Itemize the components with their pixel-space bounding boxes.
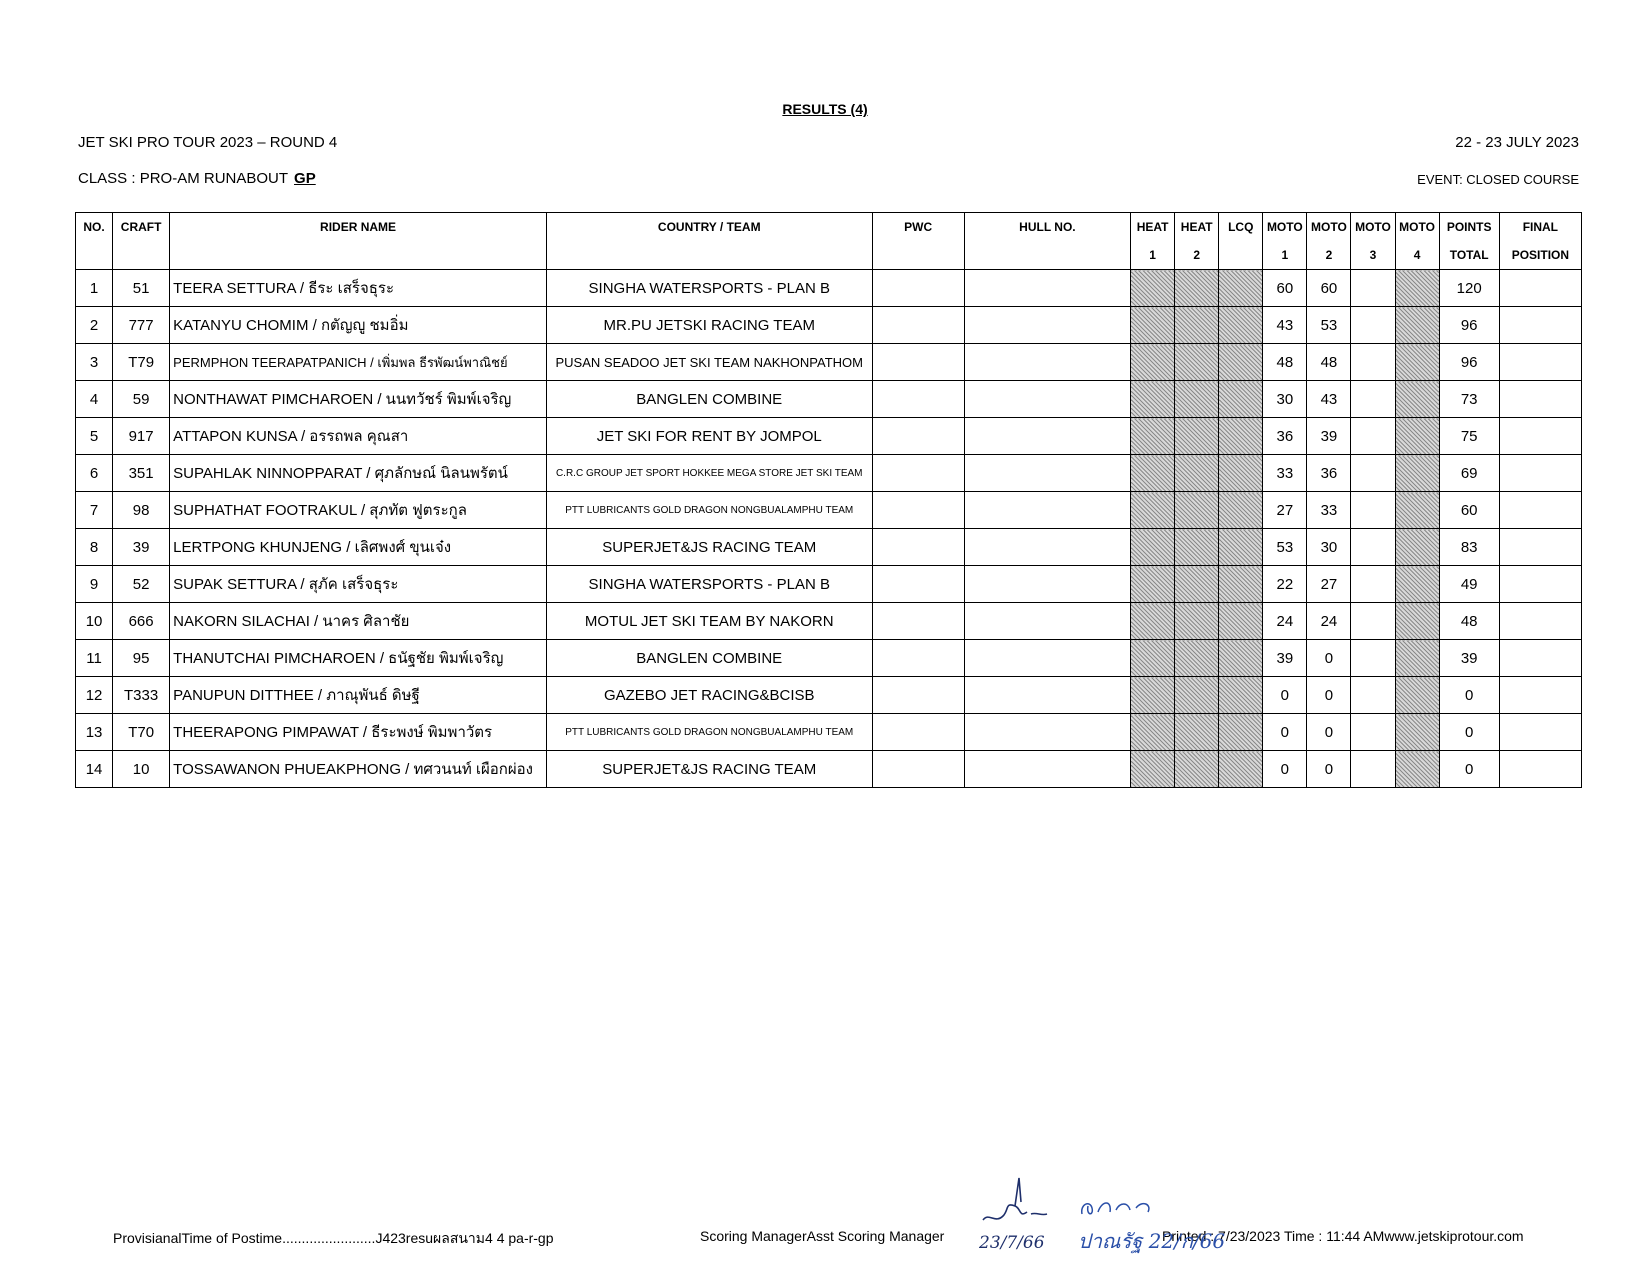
- cell-hull: [964, 751, 1130, 788]
- header-no-sub: [76, 241, 113, 270]
- cell-final: [1499, 418, 1581, 455]
- cell-final: [1499, 455, 1581, 492]
- cell-total: 0: [1439, 714, 1499, 751]
- cell-moto3: [1351, 529, 1395, 566]
- cell-final: [1499, 677, 1581, 714]
- cell-team: PTT LUBRICANTS GOLD DRAGON NONGBUALAMPHU TEAM: [546, 492, 872, 529]
- cell-moto1: 30: [1263, 381, 1307, 418]
- signature-asst-scoring-manager: [1072, 1186, 1226, 1256]
- cell-lcq: [1219, 492, 1263, 529]
- table-row: [76, 455, 1582, 492]
- cell-pwc: [872, 714, 964, 751]
- cell-moto3: [1351, 307, 1395, 344]
- header-points: POINTS: [1439, 213, 1499, 242]
- class-type: GP: [294, 170, 316, 187]
- cell-heat2: [1175, 603, 1219, 640]
- cell-heat2: [1175, 529, 1219, 566]
- table-row: [76, 344, 1582, 381]
- cell-lcq: [1219, 677, 1263, 714]
- cell-team: SINGHA WATERSPORTS - PLAN B: [546, 566, 872, 603]
- table-row: [76, 307, 1582, 344]
- cell-moto2: 27: [1307, 566, 1351, 603]
- cell-total: 96: [1439, 307, 1499, 344]
- cell-rider: SUPAHLAK NINNOPPARAT / ศุภลักษณ์ นิลนพรัตน์: [170, 455, 547, 492]
- table-row: [76, 529, 1582, 566]
- cell-moto2: 48: [1307, 344, 1351, 381]
- cell-heat1: [1131, 566, 1175, 603]
- class-line: [78, 170, 316, 187]
- cell-moto4: [1395, 714, 1439, 751]
- cell-lcq: [1219, 603, 1263, 640]
- cell-craft: 666: [113, 603, 170, 640]
- cell-total: 0: [1439, 677, 1499, 714]
- table-row: [76, 751, 1582, 788]
- cell-no: 9: [76, 566, 113, 603]
- cell-no: 12: [76, 677, 113, 714]
- cell-craft: 777: [113, 307, 170, 344]
- header-moto2: MOTO: [1307, 213, 1351, 242]
- cell-pwc: [872, 492, 964, 529]
- cell-final: [1499, 307, 1581, 344]
- cell-moto3: [1351, 603, 1395, 640]
- signature-stroke: [1082, 1203, 1149, 1214]
- cell-team: PUSAN SEADOO JET SKI TEAM NAKHONPATHOM: [546, 344, 872, 381]
- cell-no: 4: [76, 381, 113, 418]
- cell-moto1: 0: [1263, 751, 1307, 788]
- cell-heat2: [1175, 677, 1219, 714]
- cell-lcq: [1219, 455, 1263, 492]
- header-lcq: LCQ: [1219, 213, 1263, 242]
- cell-lcq: [1219, 344, 1263, 381]
- cell-heat2: [1175, 418, 1219, 455]
- cell-hull: [964, 381, 1130, 418]
- cell-moto3: [1351, 270, 1395, 307]
- cell-rider: NAKORN SILACHAI / นาคร ศิลาชัย: [170, 603, 547, 640]
- table-row: [76, 603, 1582, 640]
- cell-team: MOTUL JET SKI TEAM BY NAKORN: [546, 603, 872, 640]
- cell-moto1: 53: [1263, 529, 1307, 566]
- table-row: [76, 270, 1582, 307]
- header-rider-name: RIDER NAME: [170, 213, 547, 242]
- cell-team: PTT LUBRICANTS GOLD DRAGON NONGBUALAMPHU TEAM: [546, 714, 872, 751]
- cell-heat1: [1131, 714, 1175, 751]
- header-craft: CRAFT: [113, 213, 170, 242]
- table-row: [76, 492, 1582, 529]
- cell-rider: THEERAPONG PIMPAWAT / ธีระพงษ์ พิมพาวัตร: [170, 714, 547, 751]
- header-rider-sub: [170, 241, 547, 270]
- cell-moto2: 60: [1307, 270, 1351, 307]
- cell-heat2: [1175, 455, 1219, 492]
- cell-rider: TOSSAWANON PHUEAKPHONG / ทศวนนท์ เผือกผ่อง: [170, 751, 547, 788]
- cell-moto1: 43: [1263, 307, 1307, 344]
- cell-total: 69: [1439, 455, 1499, 492]
- header-hull-sub: [964, 241, 1130, 270]
- cell-moto1: 27: [1263, 492, 1307, 529]
- cell-heat2: [1175, 381, 1219, 418]
- cell-pwc: [872, 344, 964, 381]
- header-team-sub: [546, 241, 872, 270]
- cell-total: 73: [1439, 381, 1499, 418]
- cell-moto2: 0: [1307, 640, 1351, 677]
- cell-lcq: [1219, 381, 1263, 418]
- cell-moto4: [1395, 270, 1439, 307]
- cell-heat2: [1175, 714, 1219, 751]
- cell-lcq: [1219, 714, 1263, 751]
- page-title: RESULTS (4): [782, 101, 868, 117]
- header-moto3-number: 3: [1351, 241, 1395, 270]
- cell-craft: 98: [113, 492, 170, 529]
- cell-final: [1499, 640, 1581, 677]
- header-country-team: COUNTRY / TEAM: [546, 213, 872, 242]
- table-row: [76, 381, 1582, 418]
- cell-heat1: [1131, 529, 1175, 566]
- cell-total: 49: [1439, 566, 1499, 603]
- cell-craft: T333: [113, 677, 170, 714]
- cell-team: GAZEBO JET RACING&BCISB: [546, 677, 872, 714]
- cell-rider: NONTHAWAT PIMCHAROEN / นนทวัชร์ พิมพ์เจริญ: [170, 381, 547, 418]
- cell-craft: 95: [113, 640, 170, 677]
- cell-rider: TEERA SETTURA / ธีระ เสร็จธุระ: [170, 270, 547, 307]
- cell-moto2: 36: [1307, 455, 1351, 492]
- cell-team: BANGLEN COMBINE: [546, 640, 872, 677]
- cell-heat2: [1175, 270, 1219, 307]
- cell-team: JET SKI FOR RENT BY JOMPOL: [546, 418, 872, 455]
- cell-moto3: [1351, 344, 1395, 381]
- cell-moto3: [1351, 566, 1395, 603]
- cell-total: 48: [1439, 603, 1499, 640]
- cell-moto1: 39: [1263, 640, 1307, 677]
- header-heat2-number: 2: [1175, 241, 1219, 270]
- cell-rider: LERTPONG KHUNJENG / เลิศพงศ์ ขุนเจ๋ง: [170, 529, 547, 566]
- cell-craft: 39: [113, 529, 170, 566]
- cell-hull: [964, 603, 1130, 640]
- header-moto3: MOTO: [1351, 213, 1395, 242]
- cell-lcq: [1219, 270, 1263, 307]
- cell-moto3: [1351, 418, 1395, 455]
- header-craft-sub: [113, 241, 170, 270]
- cell-moto4: [1395, 418, 1439, 455]
- cell-moto4: [1395, 344, 1439, 381]
- cell-hull: [964, 307, 1130, 344]
- cell-moto3: [1351, 381, 1395, 418]
- signature-stroke: [983, 1178, 1047, 1220]
- cell-no: 7: [76, 492, 113, 529]
- cell-moto1: 33: [1263, 455, 1307, 492]
- cell-craft: 51: [113, 270, 170, 307]
- cell-pwc: [872, 529, 964, 566]
- cell-no: 11: [76, 640, 113, 677]
- table-row: [76, 566, 1582, 603]
- cell-no: 10: [76, 603, 113, 640]
- cell-total: 75: [1439, 418, 1499, 455]
- cell-final: [1499, 270, 1581, 307]
- cell-no: 5: [76, 418, 113, 455]
- cell-heat2: [1175, 640, 1219, 677]
- header-moto1-number: 1: [1263, 241, 1307, 270]
- cell-hull: [964, 529, 1130, 566]
- event-name: JET SKI PRO TOUR 2023 – ROUND 4: [78, 134, 338, 151]
- header-moto2-number: 2: [1307, 241, 1351, 270]
- cell-team: C.R.C GROUP JET SPORT HOKKEE MEGA STORE JET SKI TEAM: [546, 455, 872, 492]
- cell-heat1: [1131, 418, 1175, 455]
- header-points-total: TOTAL: [1439, 241, 1499, 270]
- cell-heat1: [1131, 270, 1175, 307]
- table-row: [76, 418, 1582, 455]
- cell-pwc: [872, 603, 964, 640]
- cell-moto2: 0: [1307, 677, 1351, 714]
- cell-lcq: [1219, 751, 1263, 788]
- footer-printed: Printed : 7/23/2023 Time : 11:44 AMwww.jetskiprotour.com: [1162, 1228, 1524, 1244]
- class-label: CLASS : PRO-AM RUNABOUT: [78, 170, 289, 187]
- cell-no: 3: [76, 344, 113, 381]
- table-row: [76, 677, 1582, 714]
- cell-pwc: [872, 751, 964, 788]
- cell-rider: SUPHATHAT FOOTRAKUL / สุภทัต ฟูตระกูล: [170, 492, 547, 529]
- table-row: [76, 714, 1582, 751]
- signature-date-2: ปาณรัฐ 22/ก/66: [1078, 1229, 1226, 1253]
- cell-moto4: [1395, 455, 1439, 492]
- cell-moto3: [1351, 751, 1395, 788]
- table-body: [76, 270, 1582, 788]
- cell-moto4: [1395, 492, 1439, 529]
- cell-pwc: [872, 307, 964, 344]
- signature-scoring-manager: [975, 1172, 1055, 1254]
- cell-no: 13: [76, 714, 113, 751]
- cell-lcq: [1219, 529, 1263, 566]
- cell-total: 83: [1439, 529, 1499, 566]
- cell-moto2: 53: [1307, 307, 1351, 344]
- cell-hull: [964, 492, 1130, 529]
- cell-craft: 351: [113, 455, 170, 492]
- cell-pwc: [872, 677, 964, 714]
- cell-moto1: 0: [1263, 677, 1307, 714]
- cell-final: [1499, 751, 1581, 788]
- cell-lcq: [1219, 566, 1263, 603]
- cell-no: 2: [76, 307, 113, 344]
- cell-heat2: [1175, 492, 1219, 529]
- cell-craft: 10: [113, 751, 170, 788]
- cell-pwc: [872, 455, 964, 492]
- cell-rider: ATTAPON KUNSA / อรรถพล คุณสา: [170, 418, 547, 455]
- header-hull-no: HULL NO.: [964, 213, 1130, 242]
- header-lcq-sub: [1219, 241, 1263, 270]
- cell-hull: [964, 714, 1130, 751]
- cell-team: MR.PU JETSKI RACING TEAM: [546, 307, 872, 344]
- header-final-position: POSITION: [1499, 241, 1581, 270]
- cell-pwc: [872, 418, 964, 455]
- cell-lcq: [1219, 307, 1263, 344]
- signature-date-1: 23/7/66: [979, 1233, 1045, 1253]
- cell-total: 0: [1439, 751, 1499, 788]
- cell-rider: PERMPHON TEERAPATPANICH / เพิ่มพล ธีรพัฒน์พาณิชย์: [170, 344, 547, 381]
- cell-moto2: 0: [1307, 714, 1351, 751]
- cell-moto4: [1395, 640, 1439, 677]
- cell-hull: [964, 418, 1130, 455]
- cell-pwc: [872, 640, 964, 677]
- cell-lcq: [1219, 640, 1263, 677]
- cell-craft: 917: [113, 418, 170, 455]
- cell-moto4: [1395, 381, 1439, 418]
- cell-heat1: [1131, 381, 1175, 418]
- cell-craft: T79: [113, 344, 170, 381]
- cell-pwc: [872, 381, 964, 418]
- cell-final: [1499, 714, 1581, 751]
- cell-craft: 52: [113, 566, 170, 603]
- results-table: [75, 212, 1582, 788]
- event-dates: 22 - 23 JULY 2023: [1455, 134, 1579, 151]
- cell-heat1: [1131, 492, 1175, 529]
- cell-final: [1499, 603, 1581, 640]
- header-moto1: MOTO: [1263, 213, 1307, 242]
- header-final: FINAL: [1499, 213, 1581, 242]
- cell-team: BANGLEN COMBINE: [546, 381, 872, 418]
- cell-craft: T70: [113, 714, 170, 751]
- cell-moto2: 30: [1307, 529, 1351, 566]
- cell-heat1: [1131, 640, 1175, 677]
- cell-team: SUPERJET&JS RACING TEAM: [546, 529, 872, 566]
- cell-moto1: 24: [1263, 603, 1307, 640]
- cell-hull: [964, 566, 1130, 603]
- cell-heat1: [1131, 344, 1175, 381]
- cell-hull: [964, 344, 1130, 381]
- cell-heat1: [1131, 751, 1175, 788]
- cell-hull: [964, 270, 1130, 307]
- cell-no: 1: [76, 270, 113, 307]
- footer-provisional: ProvisianalTime of Postime........................J423resuผลสนาม4 4 pa-r-gp: [113, 1230, 554, 1246]
- cell-heat1: [1131, 677, 1175, 714]
- cell-hull: [964, 455, 1130, 492]
- cell-no: 14: [76, 751, 113, 788]
- cell-final: [1499, 566, 1581, 603]
- header-heat1-number: 1: [1131, 241, 1175, 270]
- event-type: EVENT: CLOSED COURSE: [1417, 172, 1579, 187]
- cell-moto2: 39: [1307, 418, 1351, 455]
- cell-rider: THANUTCHAI PIMCHAROEN / ธนัฐชัย พิมพ์เจริญ: [170, 640, 547, 677]
- cell-final: [1499, 529, 1581, 566]
- cell-moto4: [1395, 603, 1439, 640]
- cell-heat2: [1175, 307, 1219, 344]
- cell-team: SUPERJET&JS RACING TEAM: [546, 751, 872, 788]
- cell-total: 39: [1439, 640, 1499, 677]
- cell-heat2: [1175, 751, 1219, 788]
- cell-moto2: 33: [1307, 492, 1351, 529]
- cell-moto4: [1395, 566, 1439, 603]
- cell-lcq: [1219, 418, 1263, 455]
- cell-moto2: 0: [1307, 751, 1351, 788]
- cell-moto3: [1351, 677, 1395, 714]
- cell-moto4: [1395, 307, 1439, 344]
- cell-moto4: [1395, 751, 1439, 788]
- cell-final: [1499, 344, 1581, 381]
- header-heat2: HEAT: [1175, 213, 1219, 242]
- cell-moto3: [1351, 492, 1395, 529]
- cell-craft: 59: [113, 381, 170, 418]
- cell-rider: SUPAK SETTURA / สุภัค เสร็จธุระ: [170, 566, 547, 603]
- cell-moto2: 24: [1307, 603, 1351, 640]
- header-heat1: HEAT: [1131, 213, 1175, 242]
- table-header: [76, 213, 1582, 270]
- cell-moto1: 0: [1263, 714, 1307, 751]
- cell-heat1: [1131, 603, 1175, 640]
- cell-pwc: [872, 566, 964, 603]
- cell-moto1: 22: [1263, 566, 1307, 603]
- cell-moto1: 60: [1263, 270, 1307, 307]
- cell-moto4: [1395, 677, 1439, 714]
- header-moto4: MOTO: [1395, 213, 1439, 242]
- cell-rider: PANUPUN DITTHEE / ภาณุพันธ์ ดิษฐี: [170, 677, 547, 714]
- cell-final: [1499, 381, 1581, 418]
- cell-rider: KATANYU CHOMIM / กตัญญู ชมอิ่ม: [170, 307, 547, 344]
- cell-final: [1499, 492, 1581, 529]
- cell-heat2: [1175, 344, 1219, 381]
- header-pwc: PWC: [872, 213, 964, 242]
- cell-heat2: [1175, 566, 1219, 603]
- cell-moto4: [1395, 529, 1439, 566]
- cell-pwc: [872, 270, 964, 307]
- cell-no: 8: [76, 529, 113, 566]
- header-pwc-sub: [872, 241, 964, 270]
- cell-moto3: [1351, 455, 1395, 492]
- cell-no: 6: [76, 455, 113, 492]
- cell-moto1: 48: [1263, 344, 1307, 381]
- cell-moto1: 36: [1263, 418, 1307, 455]
- header-no: NO.: [76, 213, 113, 242]
- footer-scoring-manager: Scoring ManagerAsst Scoring Manager: [700, 1228, 945, 1244]
- table-row: [76, 640, 1582, 677]
- cell-moto2: 43: [1307, 381, 1351, 418]
- cell-heat1: [1131, 455, 1175, 492]
- cell-total: 120: [1439, 270, 1499, 307]
- cell-moto3: [1351, 640, 1395, 677]
- cell-hull: [964, 640, 1130, 677]
- cell-heat1: [1131, 307, 1175, 344]
- cell-total: 60: [1439, 492, 1499, 529]
- cell-total: 96: [1439, 344, 1499, 381]
- cell-hull: [964, 677, 1130, 714]
- cell-moto3: [1351, 714, 1395, 751]
- header-moto4-number: 4: [1395, 241, 1439, 270]
- cell-team: SINGHA WATERSPORTS - PLAN B: [546, 270, 872, 307]
